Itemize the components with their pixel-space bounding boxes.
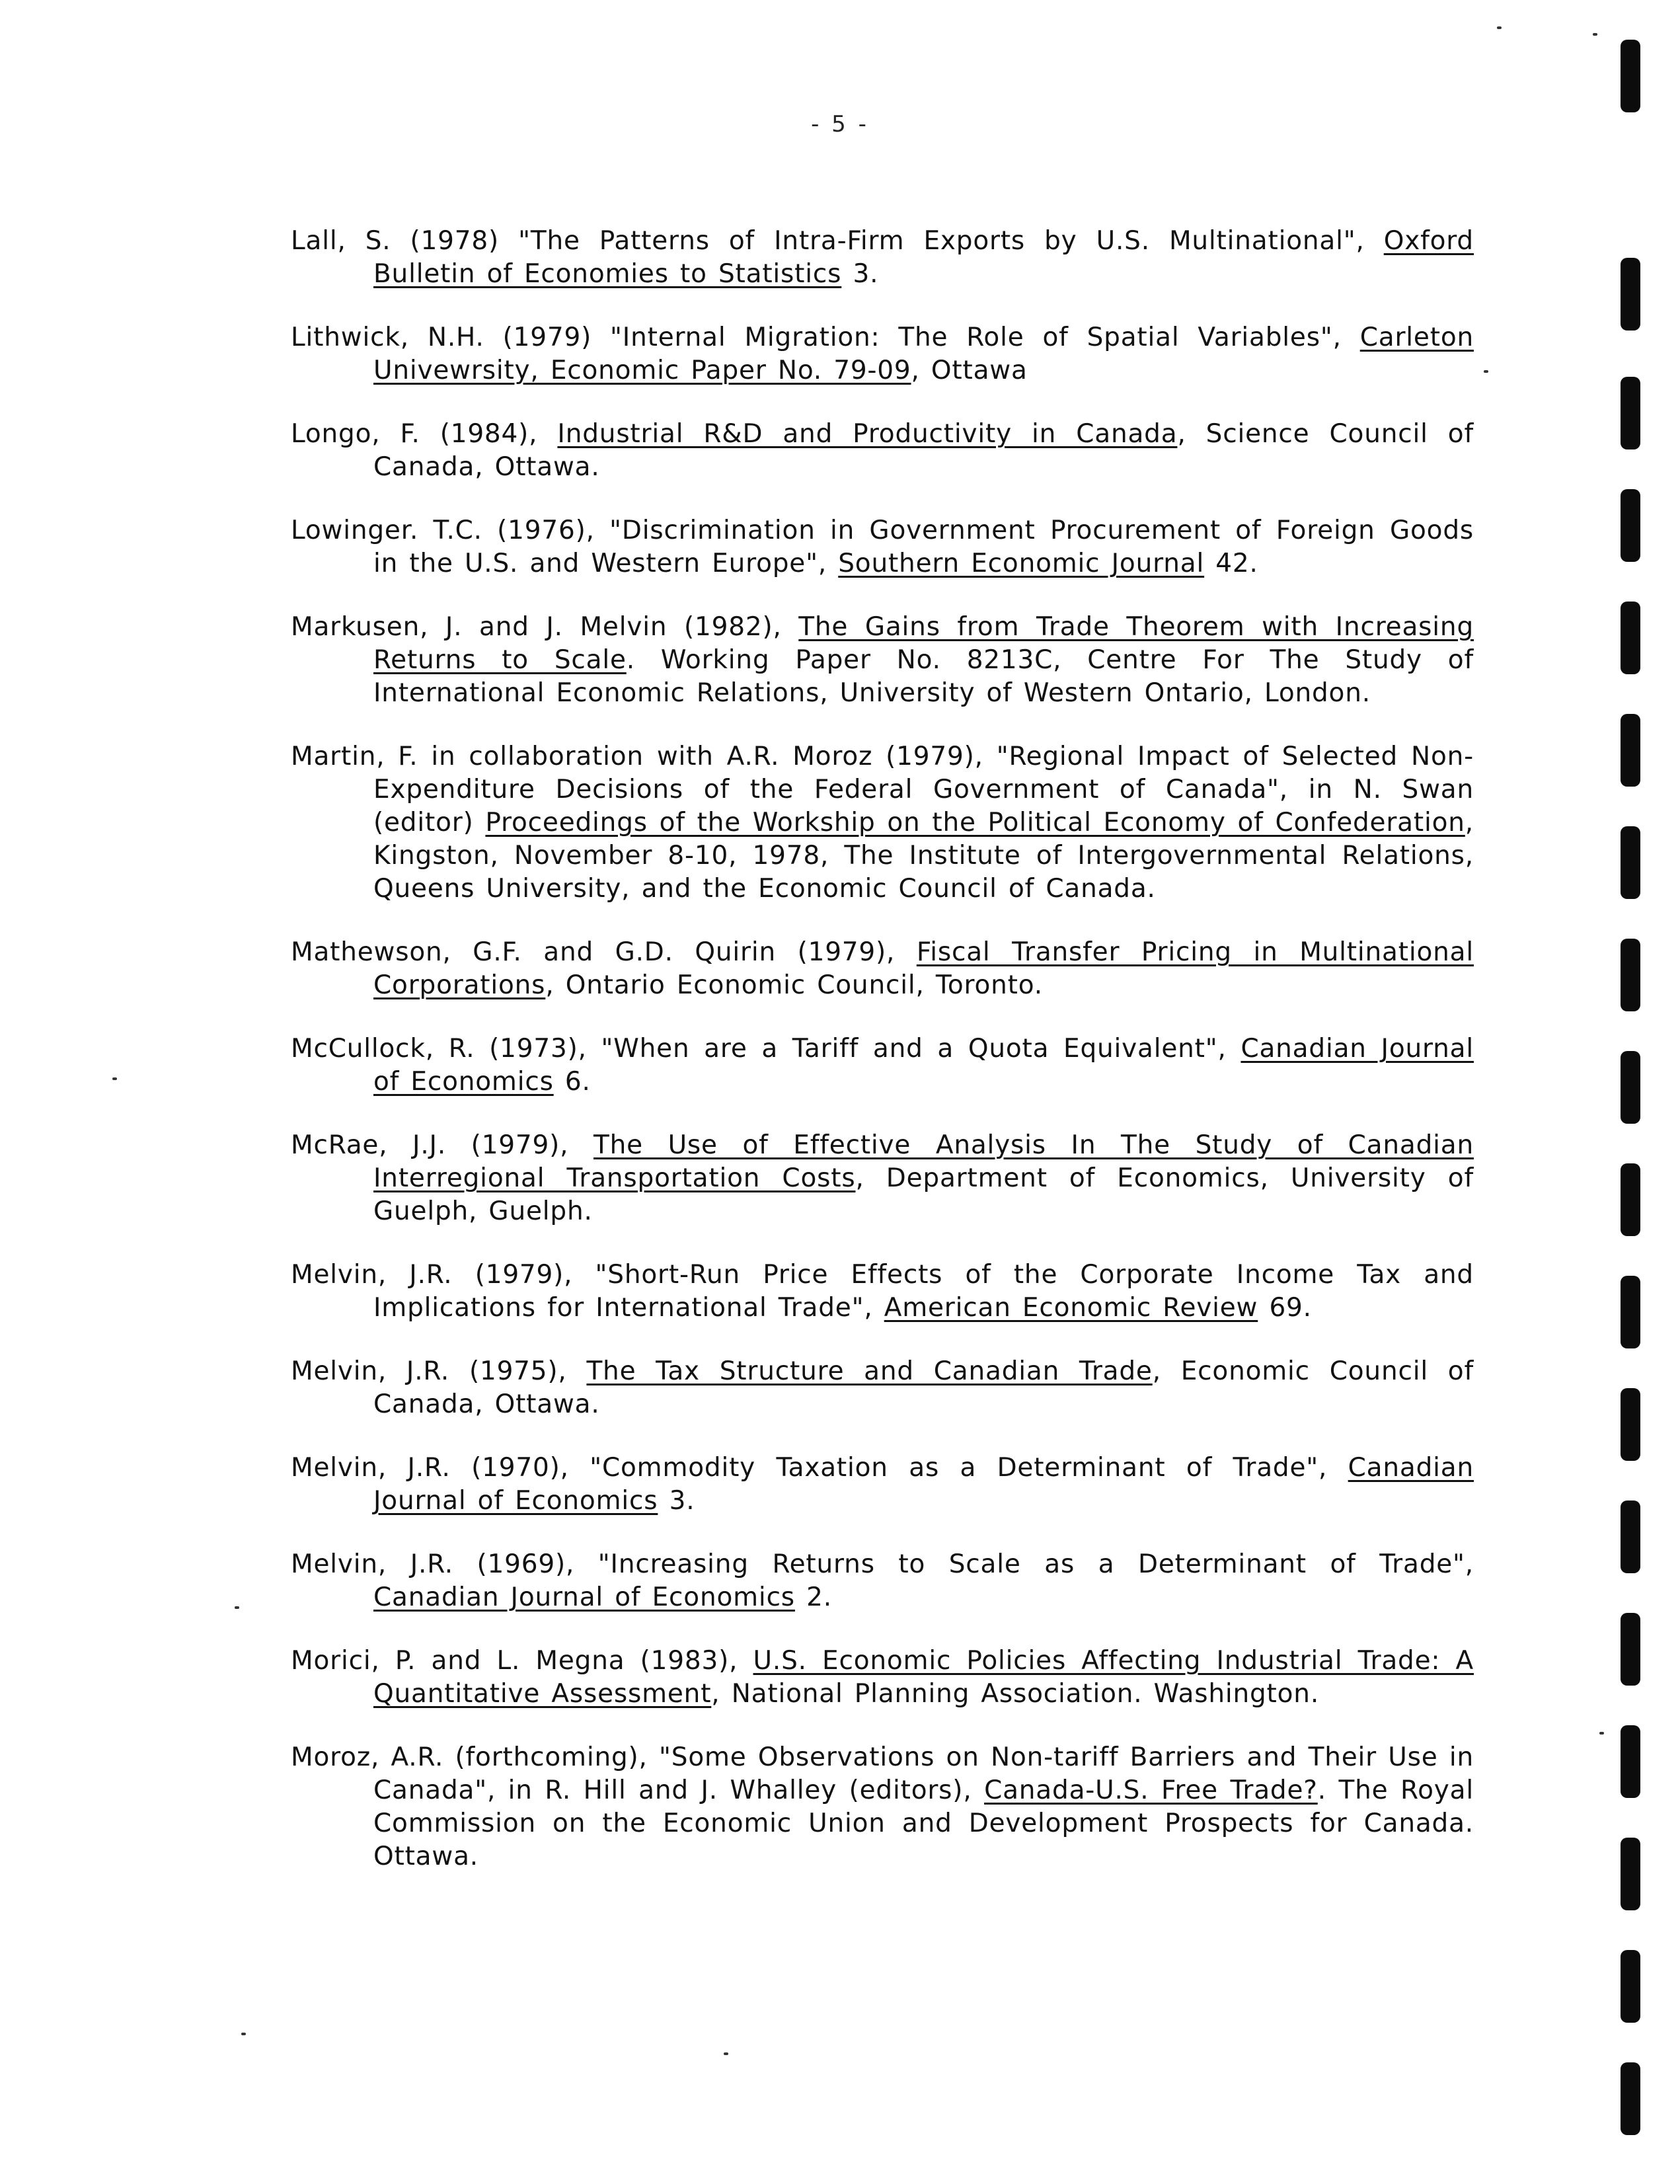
reference-title: American Economic Review — [884, 1293, 1258, 1323]
reference-text: , Ontario Economic Council, Toronto. — [545, 970, 1043, 1000]
reference-title: Canadian Journal of Economics — [373, 1453, 1474, 1516]
scan-speck — [724, 2052, 728, 2055]
reference-text: 69. — [1258, 1293, 1312, 1323]
reference-title: The Use of Effective Analysis In The Study of Canadian Interregional Transportation Costs — [373, 1130, 1474, 1193]
binding-hole — [1621, 377, 1640, 449]
reference-text: Melvin, J.R. (1970), "Commodity Taxation as a Determinant of Trade", — [291, 1453, 1348, 1483]
reference-text: 3. — [658, 1486, 695, 1516]
reference-text: Lithwick, N.H. (1979) "Internal Migration: The Role of Spatial Variables", — [291, 323, 1360, 352]
scan-speck — [112, 1077, 117, 1080]
reference-text: Lowinger. T.C. (1976), "Discrimination in Government Procurement of Foreign Goods in the U.S. and Western Europe", — [291, 516, 1474, 578]
reference-text: . Working Paper No. 8213C, Centre For The Study of International Economic Relations, University of Western Ontario, London. — [373, 645, 1474, 708]
scan-speck — [1497, 26, 1502, 29]
reference-entry — [291, 321, 1474, 387]
reference-entry — [291, 1452, 1474, 1518]
binding-hole — [1621, 602, 1640, 674]
reference-entry — [291, 1741, 1474, 1873]
reference-text: Melvin, J.R. (1979), "Short-Run Price Effects of the Corporate Income Tax and Implications for International Trade", — [291, 1260, 1474, 1323]
binding-hole — [1621, 1613, 1640, 1686]
binding-hole — [1621, 1163, 1640, 1236]
reference-text: Melvin, J.R. (1975), — [291, 1356, 587, 1386]
binding-hole — [1621, 40, 1640, 112]
scan-speck — [241, 2033, 246, 2035]
reference-text: McCullock, R. (1973), "When are a Tariff and a Quota Equivalent", — [291, 1034, 1241, 1064]
binding-hole — [1621, 714, 1640, 787]
reference-title: Canadian Journal of Economics — [373, 1582, 795, 1612]
reference-text: Longo, F. (1984), — [291, 419, 558, 449]
reference-text: Moroz, A.R. (forthcoming), "Some Observations on Non-tariff Barriers and Their Use in Canada", in R. Hill and J. Whalley (editors), — [291, 1742, 1474, 1805]
binding-hole — [1621, 258, 1640, 331]
scan-speck — [1484, 370, 1488, 373]
reference-text: Melvin, J.R. (1969), "Increasing Returns to Scale as a Determinant of Trade", — [291, 1549, 1474, 1579]
reference-title: The Tax Structure and Canadian Trade — [586, 1356, 1153, 1386]
binding-hole — [1621, 489, 1640, 562]
reference-entry — [291, 1645, 1474, 1711]
reference-text: 2. — [794, 1582, 832, 1612]
reference-title: Canadian Journal of Economics — [373, 1034, 1474, 1097]
reference-entry — [291, 1259, 1474, 1325]
reference-text: 42. — [1204, 549, 1258, 578]
reference-entry — [291, 225, 1474, 291]
reference-text: . The Royal Commission on the Economic Union and Development Prospects for Canada. Ottawa. — [373, 1775, 1474, 1871]
reference-list — [291, 225, 1474, 1904]
reference-text: Mathewson, G.F. and G.D. Quirin (1979), — [291, 937, 917, 967]
reference-entry — [291, 1033, 1474, 1099]
scan-speck — [1599, 1732, 1604, 1735]
reference-text: , Ottawa — [911, 356, 1028, 385]
reference-title: Proceedings of the Workship on the Political Economy of Confederation — [485, 808, 1465, 838]
reference-title: Industrial R&D and Productivity in Canada — [557, 419, 1178, 449]
binding-hole — [1621, 1725, 1640, 1798]
reference-text: , Economic Council of Canada, Ottawa. — [373, 1356, 1474, 1419]
page-number: - 5 - — [811, 111, 869, 137]
reference-text: 3. — [841, 259, 879, 289]
reference-title: Carleton Univewrsity, Economic Paper No. 79-09 — [373, 323, 1474, 385]
reference-text: 6. — [553, 1067, 591, 1097]
binding-hole — [1621, 1950, 1640, 2023]
reference-entry — [291, 1355, 1474, 1421]
reference-entry — [291, 611, 1474, 710]
binding-hole — [1621, 939, 1640, 1011]
reference-text: , National Planning Association. Washington. — [711, 1679, 1320, 1709]
reference-title: Fiscal Transfer Pricing in Multinational Corporations — [373, 937, 1474, 1000]
reference-title: The Gains from Trade Theorem with Increasing Returns to Scale — [373, 612, 1474, 675]
reference-text: , Kingston, November 8-10, 1978, The Institute of Intergovernmental Relations, Queens University, and the Economic Council of Canada. — [373, 808, 1474, 904]
reference-title: Southern Economic Journal — [838, 549, 1205, 578]
reference-title: Canada-U.S. Free Trade? — [984, 1775, 1318, 1805]
binding-hole — [1621, 1838, 1640, 1910]
binding-hole — [1621, 1276, 1640, 1348]
reference-text: Lall, S. (1978) "The Patterns of Intra-Firm Exports by U.S. Multinational", — [291, 226, 1384, 256]
scan-speck — [235, 1606, 239, 1609]
binding-hole — [1621, 826, 1640, 899]
reference-entry — [291, 1548, 1474, 1614]
binding-hole — [1621, 1051, 1640, 1124]
reference-text: Morici, P. and L. Megna (1983), — [291, 1646, 753, 1676]
reference-entry — [291, 936, 1474, 1002]
binding-hole — [1621, 1388, 1640, 1461]
reference-text: , Science Council of Canada, Ottawa. — [373, 419, 1474, 482]
reference-entry — [291, 418, 1474, 484]
scan-speck — [1593, 33, 1597, 36]
binding-hole — [1621, 2062, 1640, 2135]
reference-text: Martin, F. in collaboration with A.R. Moroz (1979), "Regional Impact of Selected Non-Expenditure Decisions of the Federal Government of Canada", in N. Swan (editor) — [291, 742, 1474, 838]
reference-text: McRae, J.J. (1979), — [291, 1130, 593, 1160]
reference-entry — [291, 514, 1474, 580]
reference-entry — [291, 740, 1474, 906]
reference-title: Oxford Bulletin of Economies to Statistics — [373, 226, 1474, 289]
reference-entry — [291, 1129, 1474, 1228]
reference-text: , Department of Economics, University of Guelph, Guelph. — [373, 1163, 1474, 1226]
reference-title: U.S. Economic Policies Affecting Industrial Trade: A Quantitative Assessment — [373, 1646, 1474, 1709]
reference-text: Markusen, J. and J. Melvin (1982), — [291, 612, 799, 642]
binding-hole — [1621, 1501, 1640, 1573]
